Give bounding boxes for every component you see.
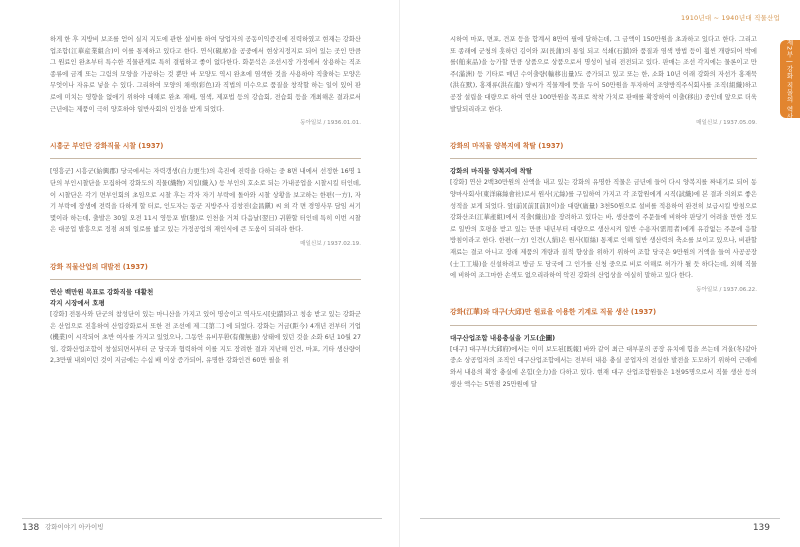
left-source-1: 동아일보 / 1936.01.01.: [300, 120, 361, 127]
left-section-2-subhead-2: 각지 시장에서 호평: [50, 299, 105, 308]
right-section-2-subhead: 대구산업조합 내용충실을 기도(企圖): [450, 333, 556, 342]
left-intro-paragraph: 하게 한 후 지방비 보조를 얻어 실지 지도에 관한 설비를 하여 당업자의 공동이익증진에 진력하였고 현재는 강화산업조합(江華産業組合)이 이를 통제하고 있다고 한다. 연식(硯席)을 공중에서 현상지정지로 되어 있는 곳인 만큼 그 원료인 완초부터 특수한 직물관계로 특히 결핍하고 좋이 없다한다. 화문석은 조선시장 가정에서 상용하는 직조 종류에 금계 또는 그림의 모양을 가공하는 것 뿐만 바 모양도 역시 완초에 염색한 것을 사용하야 직출하는 모양은 무엇이나 자유로 넣을 수 있다. 그리하여 모양의 채색(彩色)과 직법의 미수으로 품질을 창작할 하는 일이 있어 판로에 미치는 영향을 없애기 위하야 대해로 완초 재배, 염색, 제포법 등의 강습회, 전습회 등을 개최해온 결과로서 근년에는 제품이 극히 양호하야 일반사회의 인정을 받게 되었다.: [50, 36, 361, 113]
left-text-column: [50, 34, 361, 367]
right-page: [400, 0, 800, 547]
right-page-number: 139: [752, 523, 770, 533]
chapter-thumb-label: 제2부 | 강화 직물의 역사: [785, 38, 794, 120]
right-section-1-title: 강화의 마직물 양복지에 착탈 (1937): [450, 136, 757, 160]
left-source-2: 매일신보 / 1937.02.19.: [300, 240, 361, 247]
right-source-2: 동아일보 / 1937.06.22.: [696, 286, 757, 293]
left-section-1-paragraph: [영흥군] 시흥군(始興郡) 당국에서는 자력갱생(自力更生)의 촉진에 진력을 다하는 중 8면 내에서 선정한 16명 1단의 부인시찰단을 모집하여 강화도의 직물(織物) 지입(織入) 등 부인의 호소로 되는 가내공업을 시찰시킬 터인데, 이 시찰단은 각기 면부인회의 초임으로 시찰 후는 각자 자기 부락에 돌아와 시찰 상황을 보고하는 한편(一方), 자기 부락에 장생에 전력을 다하게 할 터로, 인도자는 동군 지방주사 김창진(金昌鎭) 씨 외 각 면 경영사무 담임 서기 몇이라 하는데, 출발은 30일 오전 11시 영등포 발(發)로 인천을 거쳐 다음날(翌日) 귀환할 터인데 특히 이번 시찰은 대공업 발흥으로 정점 쇠퇴 일로를 밟고 있는 가정공업의 재인식에 큰 도움이 되리라 한다.: [50, 168, 361, 234]
right-footer-rule: [420, 518, 780, 519]
left-section-1-title: 시흥군 부인단 강화직물 시찰 (1937): [50, 136, 361, 160]
left-page-number: 138: [22, 523, 40, 533]
left-section-2-title: 강화 직물산업의 대발전 (1937): [50, 257, 361, 281]
left-section-2-subhead-1: 연산 백만원 목표로 강화직물 대활천: [50, 288, 154, 297]
running-head: 1910년대 ~ 1940년대 직물산업: [681, 14, 780, 22]
right-intro-paragraph: 시하여 마포, 면포, 견포 등을 합계서 8만여 필에 달하는데, 그 금액이 150만원을 초과하고 있다고 한다. 그리고 또 종래에 군청의 훗하던 김이와 포(長蒲)의 통일 되고 석쇄(石鎖)와 품질과 염색 방법 등이 훨씬 개량되어 박에를(舶來品)을 능가할 만큼 상품으로 상품으로서 명성이 널리 전전되고 있다. 판매는 조선 각지에는 물론이고 만주(滿洲) 등 기타로 매년 수이출량(輸移出量)도 증가되고 있고 또는 한, 소화 10년 이래 강화의 자선가 홍재묵(洪在默), 홍재류(洪在龍) 양씨가 직물계에 뜻을 두어 50만원을 투자하여 조양방직주식회사를 조직(組織)하고 공장 설립을 대량으로 하여 연산 100만원을 목표로 착착 가치로 판매를 확장하여 이출(移出) 중인데 앞으로 더욱 발달되리라고 한다.: [450, 36, 757, 113]
right-section-2-paragraph: [대구] 대구부(大邱府)에서는 이미 보도된[既報] 바와 같이 최근 대부분의 공장 유치에 힘을 쓰는데 겨울(冬)같아 중소 상공업자의 조직인 대구산업조합에서는 전부터 내용 충실 공업자의 전실한 발전을 도모하기 위하여 근래에 와서 내용의 확장 충실에 온힘(全力)을 다하고 있다. 현재 대구 산업조합원들은 1천95명으로서 직물 생산 등의 생산 액수는 5만점 25만원에 달: [450, 345, 757, 388]
chapter-thumb-tab: [780, 40, 800, 118]
book-title: 강화이야기 아카이빙: [45, 523, 104, 531]
right-section-1-paragraph: [강화] 연산 2백30만원의 산액을 내고 있는 강화의 유명한 직물은 금년에 들어 다시 양복지를 짜내기로 되어 동양마사회사(東洋麻絲會社)로서 원사(元絲)를 구입하여 가지고 각 조합원에게 시직(試織)에 본 결과 의외로 좋은 성적을 보게 되었다. 앞(前)[前][前](이)을 대량(廣量) 3천50원으로 설비를 적용하여 완전히 보급시킬 방침으로 강화산조(江華產組)에서 직출(織出)을 장려하고 있다는 바, 생산품이 주문들에 비하야 판당기 어려울 만한 정도로 일반의 호평을 받고 있는 만큼 내년부터 대량으로 생산시켜 일반 수용자(需用者)에게 유감없는 주문에 응할 방침이라고 한다. 한편(一方) 인견(人絹)은 원사(原絲) 통제로 인해 일반 생산력의 축소를 보이고 있으나, 비관할 재료는 결코 아니고 장래 제품의 개량과 질적 향상을 위하기 위하여 조합 당국은 9만원의 거액을 들여 사공공장(士工工場)을 신설하려고 방금 도 당국에 그 인가를 신청 중으로 비로 이해로 허가가 될 듯 하다는데, 외해 직물에 비하여 조그마한 손색도 없으리라하여 악진 강화의 산업상을 여실히 말하고 있다 한다.: [450, 179, 757, 280]
right-section-1-subhead: 강화의 마직물 양복지에 착탈: [450, 167, 533, 176]
right-section-2-title: 강화(江華)와 대구(大邱)만 원료을 이용한 기계로 직물 생산 (1937): [450, 302, 757, 326]
right-source-1: 매일신보 / 1937.05.09.: [696, 120, 757, 127]
left-section-2-paragraph: [강화] 전통사와 단군의 참성단이 있는 마니산을 가지고 있어 명승이고 역사도시[史蹟]라고 칭송 받고 있는 강화군은 산업으로 진흥하여 산업강화로서 또한 전 조선에 제二[第二] 에 되었다. 강화는 거금(距今) 4개년 전부터 기업(機業)이 시작되어 초반 여사를 가지고 있었으나, 그동안 유비무환(有備無患) 상태에 있던 것을 소화 6년 10월 27일, 강화산업조합이 창설되면서부터 군 당국과 협력하여 이를 지도 장려한 결과 지난해 인견, 마포, 기타 생산량이 2,3만필 내외이던 것이 지금에는 수십 배 이상 증가되어, 유명한 강화인견 60만 필을 위: [50, 311, 361, 365]
right-text-column: [450, 34, 757, 390]
left-footer-rule: [22, 518, 382, 519]
